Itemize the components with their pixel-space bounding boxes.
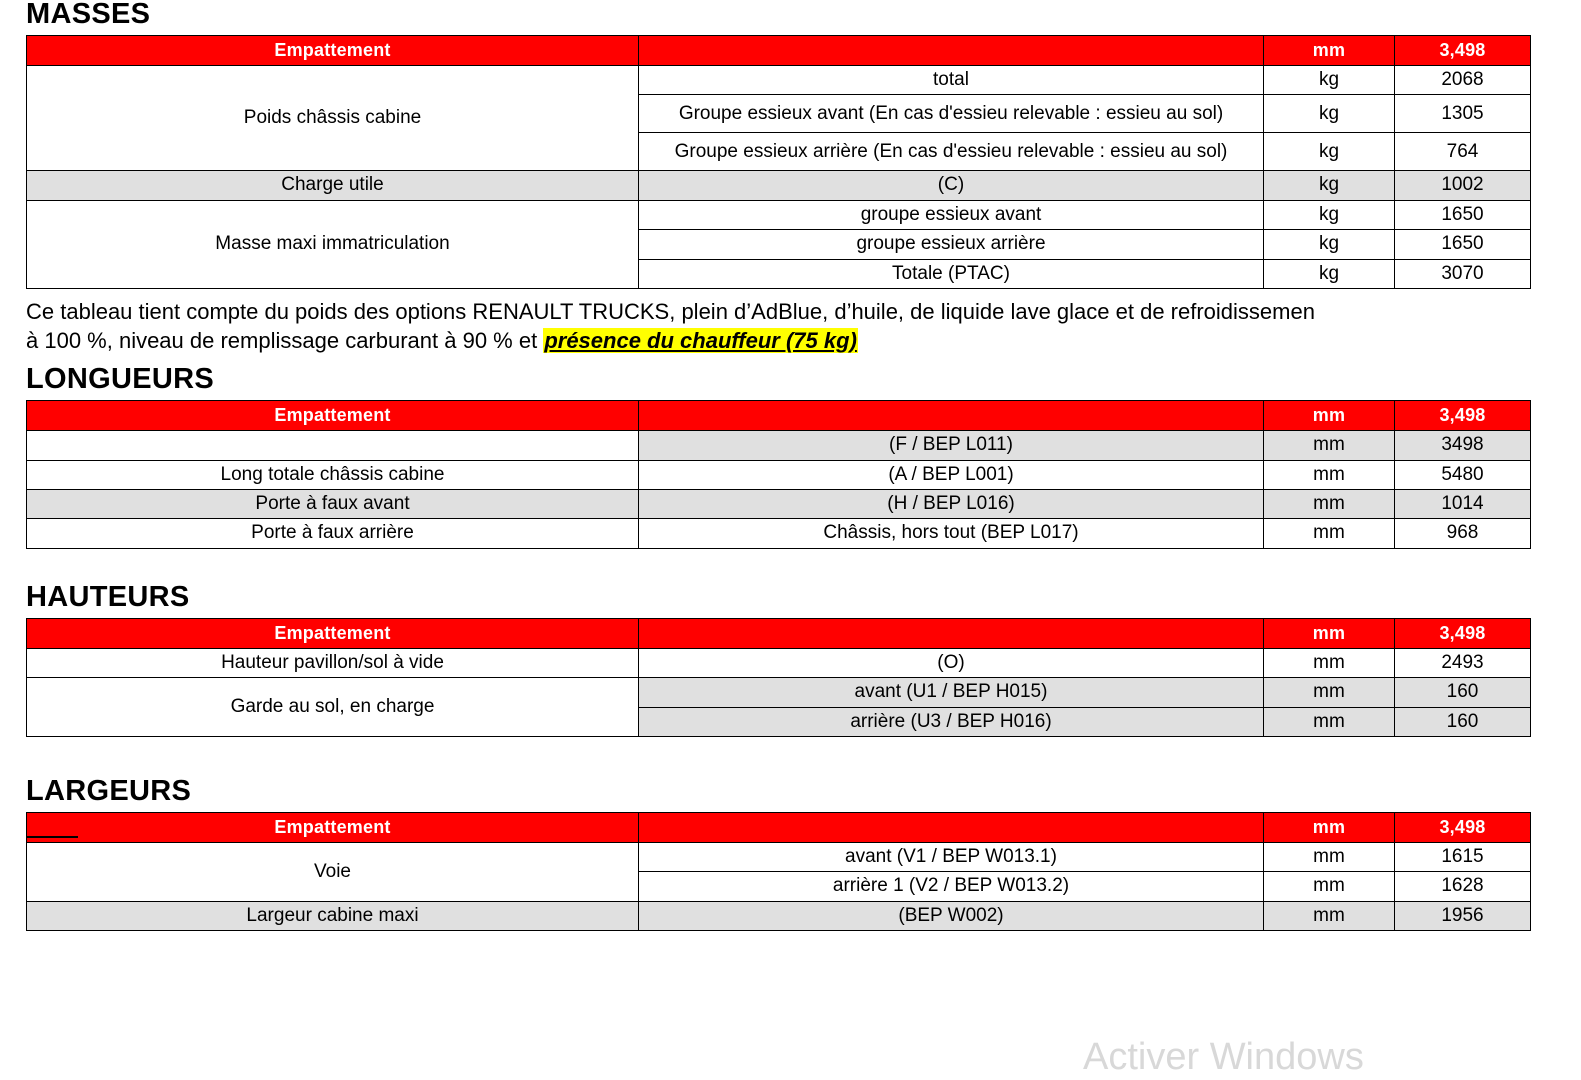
row-value: 3498: [1395, 431, 1531, 460]
header-blank: [639, 812, 1264, 842]
header-value: 3,498: [1395, 812, 1531, 842]
table-header-row: [27, 618, 1531, 648]
row-label: [27, 431, 639, 460]
header-blank: [639, 618, 1264, 648]
row-sub: arrière (U3 / BEP H016): [639, 707, 1264, 736]
row-sub: Groupe essieux arrière (En cas d'essieu relevable : essieu au sol): [639, 133, 1264, 171]
row-unit: kg: [1264, 95, 1395, 133]
row-label: Hauteur pavillon/sol à vide: [27, 648, 639, 677]
table-row: [27, 842, 1531, 871]
row-sub: groupe essieux avant: [639, 200, 1264, 229]
row-unit: mm: [1264, 460, 1395, 489]
table-row: [27, 678, 1531, 707]
row-unit: mm: [1264, 872, 1395, 901]
row-label: Largeur cabine maxi: [27, 901, 639, 930]
row-label: Charge utile: [27, 171, 639, 200]
row-sub: (F / BEP L011): [639, 431, 1264, 460]
table-header-row: [27, 401, 1531, 431]
table-longueurs: [26, 400, 1531, 549]
footnote: [26, 297, 1581, 355]
header-value: 3,498: [1395, 618, 1531, 648]
table-row: [27, 66, 1531, 95]
row-sub: (A / BEP L001): [639, 460, 1264, 489]
row-value: 2493: [1395, 648, 1531, 677]
row-unit: mm: [1264, 678, 1395, 707]
row-value: 764: [1395, 133, 1531, 171]
row-label: Porte à faux avant: [27, 489, 639, 518]
table-row: [27, 648, 1531, 677]
header-label: Empattement: [27, 618, 639, 648]
table-masses: [26, 35, 1531, 289]
table-row: [27, 431, 1531, 460]
row-unit: kg: [1264, 259, 1395, 288]
windows-activation-watermark: Activer Windows: [1083, 1036, 1364, 1078]
header-unit: mm: [1264, 36, 1395, 66]
row-label: Long totale châssis cabine: [27, 460, 639, 489]
header-unit: mm: [1264, 401, 1395, 431]
header-value: 3,498: [1395, 401, 1531, 431]
row-unit: mm: [1264, 842, 1395, 871]
row-value: 1305: [1395, 95, 1531, 133]
row-sub: (C): [639, 171, 1264, 200]
row-value: 160: [1395, 678, 1531, 707]
row-value: 160: [1395, 707, 1531, 736]
section-title-largeurs: LARGEURS: [26, 774, 192, 807]
row-label: Voie: [27, 842, 639, 901]
footnote-line-1: Ce tableau tient compte du poids des options RENAULT TRUCKS, plein d’AdBlue, d’huile, de liquide lave glace et de refroidissemen: [26, 299, 1315, 325]
footnote-line-2-text: à 100 %, niveau de remplissage carburant à 90 % et: [26, 328, 544, 354]
row-sub: total: [639, 66, 1264, 95]
footnote-highlight: présence du chauffeur (75 kg): [544, 328, 857, 354]
row-sub: avant (U1 / BEP H015): [639, 678, 1264, 707]
row-sub: Groupe essieux avant (En cas d'essieu relevable : essieu au sol): [639, 95, 1264, 133]
row-unit: mm: [1264, 489, 1395, 518]
row-value: 5480: [1395, 460, 1531, 489]
header-blank: [639, 401, 1264, 431]
row-sub: Châssis, hors tout (BEP L017): [639, 519, 1264, 548]
row-value: 968: [1395, 519, 1531, 548]
row-unit: mm: [1264, 648, 1395, 677]
row-unit: mm: [1264, 707, 1395, 736]
section-title-masses: MASSES: [26, 0, 151, 30]
row-unit: kg: [1264, 133, 1395, 171]
table-header-row: [27, 36, 1531, 66]
row-unit: mm: [1264, 431, 1395, 460]
table-header-row: [27, 812, 1531, 842]
header-label: Empattement: [27, 812, 639, 842]
row-label: Poids châssis cabine: [27, 66, 639, 171]
row-sub: groupe essieux arrière: [639, 230, 1264, 259]
row-unit: kg: [1264, 230, 1395, 259]
row-unit: mm: [1264, 901, 1395, 930]
table-row: [27, 901, 1531, 930]
row-value: 1615: [1395, 842, 1531, 871]
header-blank: [639, 36, 1264, 66]
row-value: 3070: [1395, 259, 1531, 288]
header-label: Empattement: [27, 401, 639, 431]
row-value: 1002: [1395, 171, 1531, 200]
row-sub: (H / BEP L016): [639, 489, 1264, 518]
header-label: Empattement: [27, 36, 639, 66]
table-largeurs: [26, 812, 1531, 931]
header-unit: mm: [1264, 618, 1395, 648]
row-label: Masse maxi immatriculation: [27, 200, 639, 288]
row-value: 1956: [1395, 901, 1531, 930]
row-label: Porte à faux arrière: [27, 519, 639, 548]
page-artifact-line: [26, 836, 78, 838]
header-value: 3,498: [1395, 36, 1531, 66]
row-sub: (BEP W002): [639, 901, 1264, 930]
table-row: [27, 460, 1531, 489]
row-value: 1628: [1395, 872, 1531, 901]
table-row: [27, 171, 1531, 200]
row-sub: (O): [639, 648, 1264, 677]
table-row: [27, 200, 1531, 229]
row-value: 1014: [1395, 489, 1531, 518]
row-unit: mm: [1264, 519, 1395, 548]
row-value: 1650: [1395, 200, 1531, 229]
row-unit: kg: [1264, 200, 1395, 229]
footnote-line-2: [26, 326, 1581, 355]
table-row: [27, 489, 1531, 518]
row-value: 1650: [1395, 230, 1531, 259]
row-value: 2068: [1395, 66, 1531, 95]
row-unit: kg: [1264, 171, 1395, 200]
table-row: [27, 519, 1531, 548]
row-sub: Totale (PTAC): [639, 259, 1264, 288]
row-sub: arrière 1 (V2 / BEP W013.2): [639, 872, 1264, 901]
section-title-hauteurs: HAUTEURS: [26, 580, 190, 613]
row-label: Garde au sol, en charge: [27, 678, 639, 737]
table-hauteurs: [26, 618, 1531, 737]
row-sub: avant (V1 / BEP W013.1): [639, 842, 1264, 871]
section-title-longueurs: LONGUEURS: [26, 363, 214, 396]
header-unit: mm: [1264, 812, 1395, 842]
row-unit: kg: [1264, 66, 1395, 95]
